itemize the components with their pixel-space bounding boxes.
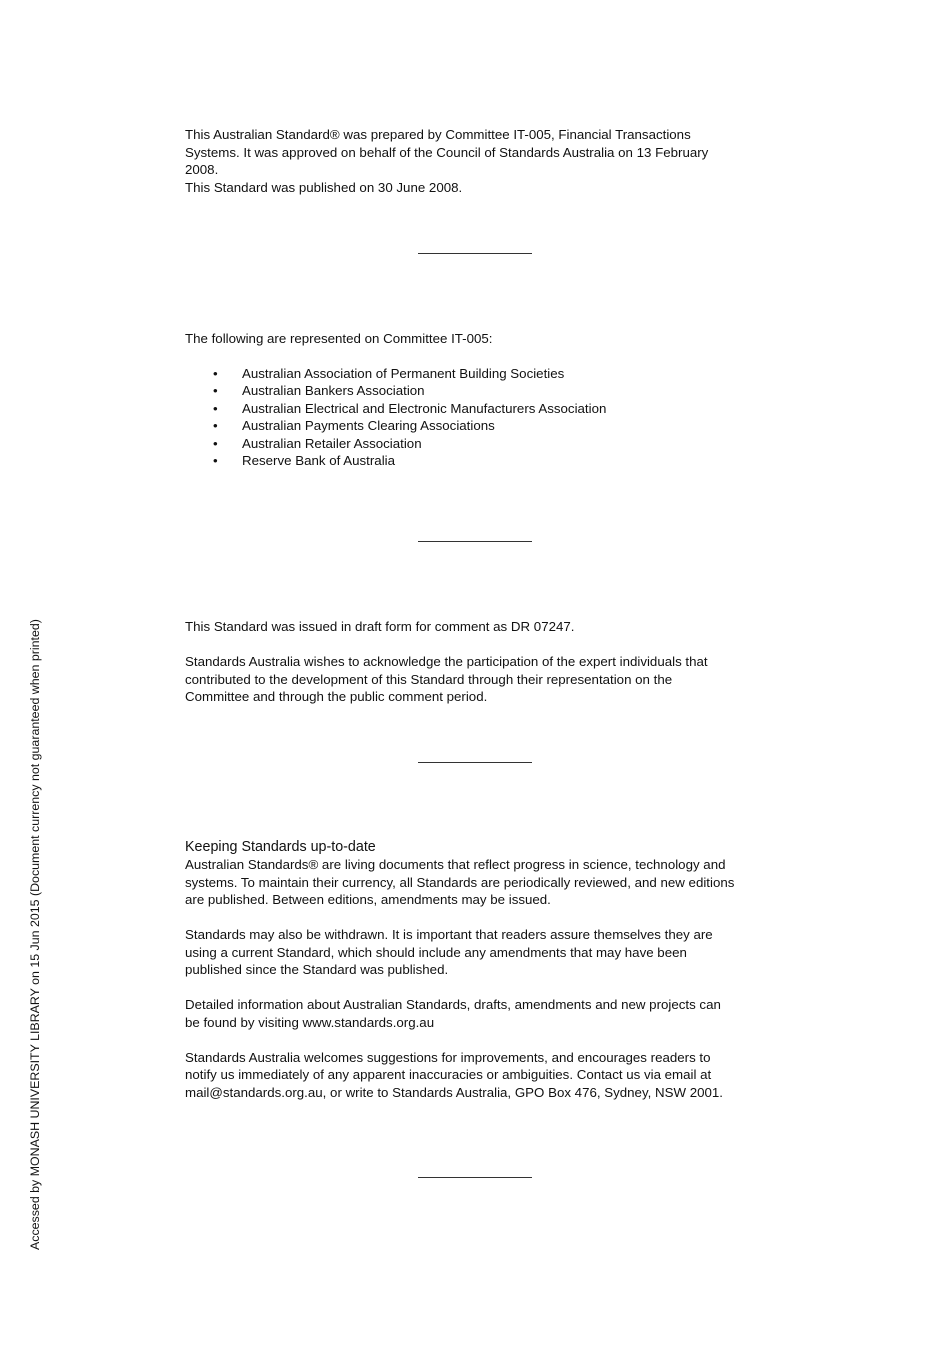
section-heading: Keeping Standards up-to-date — [185, 839, 376, 855]
website-line: be found by visiting www.standards.org.au — [185, 1014, 435, 1030]
body-line: published since the Standard was published. — [185, 962, 449, 977]
committee-member: • Australian Association of Permanent Building Societies — [185, 365, 770, 383]
section-divider — [418, 541, 532, 542]
body-line: Detailed information about Australian Standards, drafts, amendments and new projects can — [185, 997, 721, 1012]
committee-member: • Australian Electrical and Electronic Manufacturers Association — [185, 400, 770, 418]
committee-member: • Australian Bankers Association — [185, 382, 770, 400]
committee-section — [185, 330, 770, 470]
draft-issued-text: This Standard was issued in draft form for comment as DR 07247. — [185, 619, 575, 634]
body-line: are published. Between editions, amendments may be issued. — [185, 892, 551, 907]
section-divider — [418, 1177, 532, 1178]
body-line: using a current Standard, which should include any amendments that may have been — [185, 944, 687, 960]
draft-section — [185, 618, 770, 706]
committee-member: • Australian Payments Clearing Associations — [185, 417, 770, 435]
committee-member: • Reserve Bank of Australia — [185, 452, 770, 470]
keeping-up-to-date-section — [185, 838, 770, 1101]
body-line: Standards Australia welcomes suggestions for improvements, and encourages readers to — [185, 1049, 711, 1065]
preparation-line: 2008. — [185, 162, 219, 177]
body-line: notify us immediately of any apparent inaccuracies or ambiguities. Contact us via email at — [185, 1067, 712, 1082]
acknowledgement-line: Committee and through the public comment period. — [185, 689, 488, 704]
contact-line: mail@standards.org.au, or write to Standards Australia, GPO Box 476, Sydney, NSW 2001. — [185, 1084, 723, 1100]
body-line: systems. To maintain their currency, all Standards are periodically reviewed, and new editions — [185, 874, 735, 890]
committee-member: • Australian Retailer Association — [185, 435, 770, 453]
section-divider — [418, 762, 532, 763]
preparation-notice — [185, 126, 770, 196]
body-line: Australian Standards® are living documents that reflect progress in science, technology and — [185, 857, 726, 872]
committee-intro: The following are represented on Committee IT-005: — [185, 331, 493, 346]
body-line: Standards may also be withdrawn. It is important that readers assure themselves they are — [185, 927, 713, 942]
publication-date-line: This Standard was published on 30 June 2008. — [185, 179, 463, 195]
committee-member-list — [185, 365, 770, 470]
preparation-line: Systems. It was approved on behalf of the Council of Standards Australia on 13 February — [185, 144, 709, 160]
acknowledgement-line: contributed to the development of this Standard through their representation on the — [185, 671, 673, 687]
acknowledgement-line: Standards Australia wishes to acknowledge the participation of the expert individuals that — [185, 654, 708, 669]
preparation-line: This Australian Standard® was prepared by Committee IT-005, Financial Transactions — [185, 127, 691, 142]
access-watermark: Accessed by MONASH UNIVERSITY LIBRARY on 15 Jun 2015 (Document currency not guaranteed when printed) — [28, 619, 42, 1250]
section-divider — [418, 253, 532, 254]
